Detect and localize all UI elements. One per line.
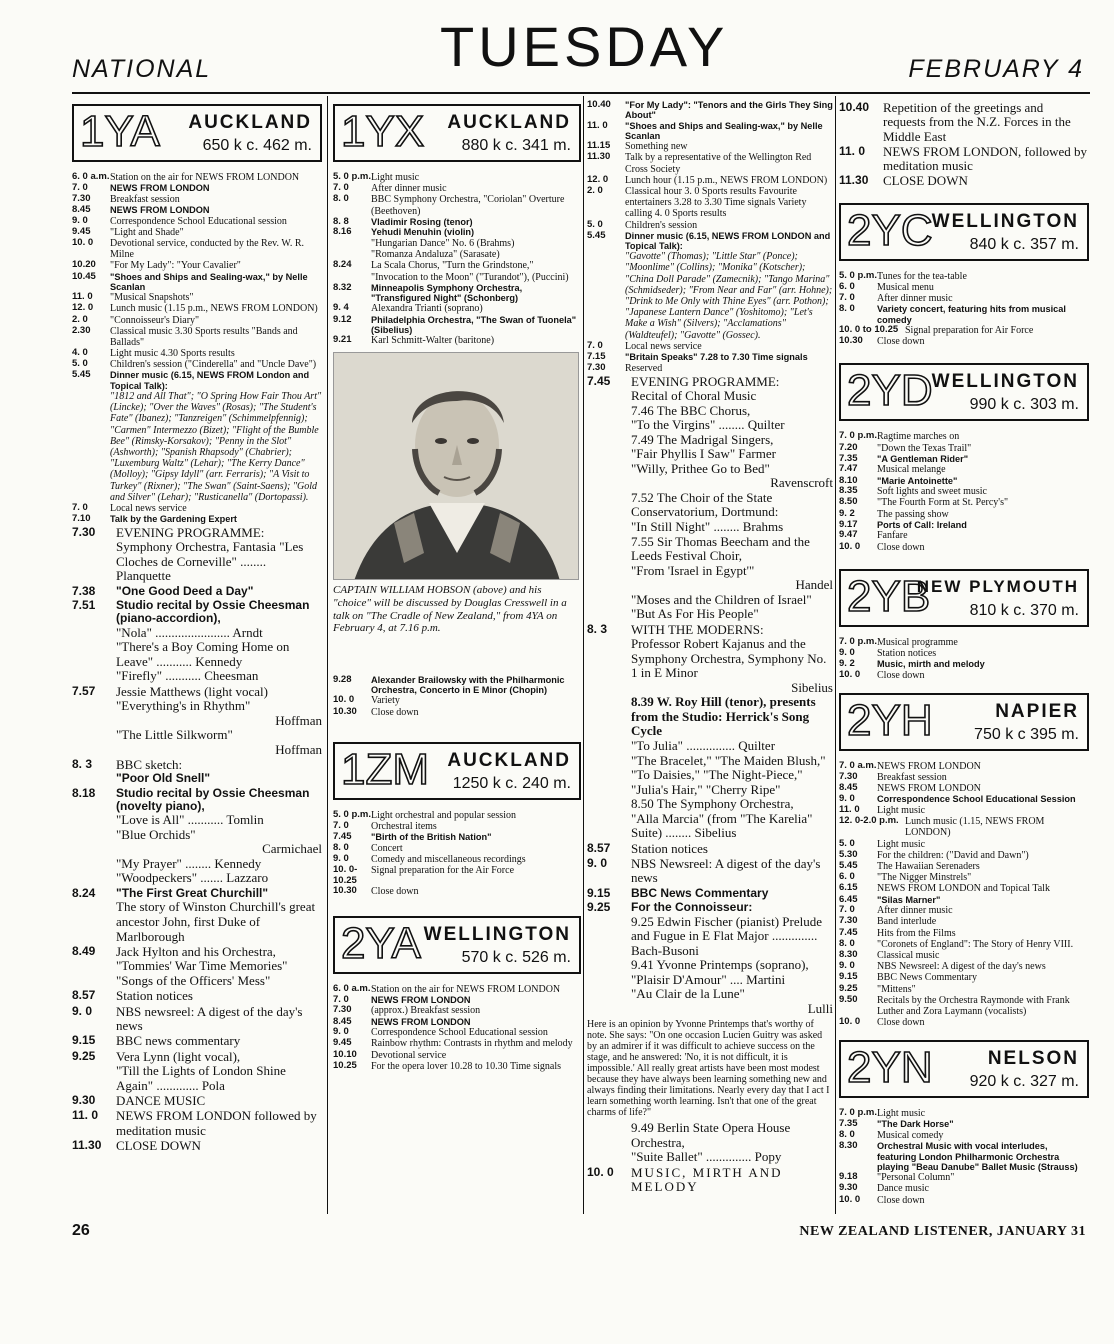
station-city: AUCKLAND (188, 112, 312, 133)
station-city: NAPIER (995, 700, 1079, 722)
schedule-entry: 9.21 Karl Schmitt-Walter (baritone) (333, 334, 495, 347)
programme-detail: 9.25 Edwin Fischer (pianist) Prelude and Fugue in E Flat Major .............. Bach-Busoni (631, 913, 822, 958)
programme-detail: Recital of Choral Music (631, 388, 757, 404)
day-title: TUESDAY (440, 15, 729, 78)
schedule-entry: 6. 0 "The Nigger Minstrels" (839, 871, 972, 884)
station-city: AUCKLAND (447, 749, 571, 771)
schedule-entry: 7.10 Talk by the Gardening Expert (72, 513, 237, 525)
station-city: NEW PLYMOUTH (916, 576, 1079, 596)
schedule-entry: 4. 0 Light music 4.30 Sports results (72, 347, 235, 360)
schedule-entry: 9.28 Alexander Brailowsky with the Philharmonic Orchestra, Concerto in E Minor (Chopin) (333, 673, 565, 696)
programme-detail: "Alla Marcia" (from "The Karelia" Suite) ........ Sibelius (631, 810, 813, 841)
schedule-entry: 9. 0 NBS Newsreel: A digest of the day's news (587, 856, 821, 886)
programme-detail: "My Prayer" ........ Kennedy (116, 855, 262, 871)
programme-detail: "Suite Ballet" .............. Popy (631, 1149, 782, 1165)
station-banner-2yb (839, 569, 1089, 627)
schedule-entry: 7.45 Hits from the Films (839, 926, 956, 939)
schedule-entry: 7. 0 After dinner music (333, 182, 447, 195)
station-banner-2yd (839, 363, 1089, 421)
schedule-entry: 7.47 Musical melange (839, 463, 946, 476)
schedule-entry: 7.30 Reserved (587, 361, 663, 374)
schedule-entry: 9. 2 The passing show (839, 507, 949, 520)
programme-detail: 7.46 The BBC Chorus, (631, 402, 751, 418)
printemps-quote: Here is an opinion by Yvonne Printemps that's worthy of note. She says: "On one occasion Lucien Guitry was asked by an admirer if it was difficult to achieve success on the stage, and he answered: 'No, it is not difficult, it is impossible.' All really great artists have been most modest because they have always been learning something new and always finding their limitations. Nearly every day that I act I learn something worth learning. Isn't that one of the great charms of life?" (587, 1019, 830, 1119)
station-banner-1yx (333, 104, 581, 162)
schedule-entry: 8.45 NEWS FROM LONDON (839, 782, 981, 795)
schedule-entry: 9.47 Fanfare (839, 529, 908, 542)
schedule-entry: 8.35 Soft lights and sweet music (839, 485, 987, 498)
schedule-entry: 5.45 The Hawaiian Serenaders (839, 860, 980, 872)
schedule-entry: 10. 0 Close down (839, 668, 925, 681)
schedule-entry: 8.50 "The Fourth Form at St. Percy's" (839, 496, 1009, 509)
schedule-entry: 8.10 "Marie Antoinette" (839, 474, 958, 486)
column-1yx (333, 100, 581, 1220)
schedule-entry: 8.18 Studio recital by Ossie Cheesman (novelty piano), (72, 785, 310, 814)
schedule-entry: 9.25 Vera Lynn (light vocal), (72, 1048, 241, 1064)
schedule-entry: 8.45 NEWS FROM LONDON (333, 1015, 471, 1027)
schedule-entry: 5.30 For the children: ("David and Dawn") (839, 848, 1029, 861)
schedule-entry: 7. 0 Local news service (72, 501, 187, 514)
programme-detail: The story of Winston Churchill's great ancestor John, first Duke of Marlborough (116, 899, 316, 944)
top-rule (72, 92, 1090, 94)
station-frequency: 570 k c. 526 m. (461, 948, 571, 966)
schedule-entry: 8. 3 BBC sketch: (72, 757, 183, 773)
schedule-entry: 8.30 Orchestral Music with vocal interludes, featuring London Philharmonic Orchestra playing "Beau Danube" Ballet Music (Strauss) (839, 1140, 1078, 1172)
schedule-entry: 11.30 CLOSE DOWN (72, 1137, 201, 1153)
station-call: 2YH (847, 695, 933, 745)
programme-detail: Hoffman (275, 712, 322, 728)
programme-detail: "From 'Israel in Egypt'" (631, 562, 755, 578)
schedule-entry: 7.30 Breakfast session (72, 192, 180, 205)
programme-detail: "In Still Night" ........ Brahms (631, 519, 784, 534)
schedule-entry: 10. 0 to 10.25 Signal preparation for Air Force (839, 323, 1034, 336)
schedule-entry: 10. 0 Close down (839, 1193, 925, 1206)
schedule-entry: 9.15 BBC news commentary (72, 1033, 241, 1049)
station-call: 2YA (341, 918, 421, 968)
schedule-entry: 10.30 Close down (333, 885, 419, 898)
schedule-entry: 6.15 NEWS FROM LONDON and Topical Talk (839, 882, 1050, 895)
schedule-entry: 7.30 (approx.) Breakfast session (333, 1004, 481, 1017)
station-call: 1ZM (341, 744, 429, 794)
programme-detail: Handel (795, 577, 833, 593)
programme-detail: Carmichael (262, 841, 322, 857)
programme-detail: "To the Virgins" ........ Quilter (631, 417, 785, 433)
schedule-entry: 9. 0 NBS newsreel: A digest of the day's news (72, 1003, 303, 1034)
programme-detail: Lulli (807, 1000, 833, 1016)
programme-detail: "But As For His People" (631, 606, 759, 622)
schedule-entry: 10.30 Close down (333, 705, 419, 718)
programme-detail: "Nola" ....................... Arndt (116, 624, 263, 640)
station-city: WELLINGTON (931, 210, 1079, 232)
schedule-entry: 9.50 Recitals by the Orchestra Raymonde with Frank Luther and Zora Laymann (vocalists) (839, 993, 1070, 1017)
schedule-entry: 5. 0 p.m. Light orchestral and popular session (333, 808, 516, 821)
schedule-entry: 9.45 "Light and Shade" (72, 225, 184, 238)
schedule-entry: 7. 0 p.m. Ragtime marches on (839, 430, 960, 443)
schedule-entry: 5. 0 Children's session (587, 218, 698, 231)
schedule-entry: 11.30 Talk by a representative of the Wellington Red Cross Society (587, 151, 812, 175)
schedule-entry: 12. 0-2.0 p.m. Lunch music (1.15, NEWS FROM LONDON) (839, 815, 1045, 839)
schedule-entry: "Hungarian Dance" No. 6 (Brahms) (371, 238, 515, 249)
schedule-entry: 9. 0 Correspondence School Educational session (333, 1026, 548, 1039)
masthead (0, 0, 1114, 95)
programme-detail: "Plaisir D'Amour" .... Martini (631, 971, 786, 987)
station-city: WELLINGTON (931, 371, 1079, 393)
programme-detail: "To Julia" ............... Quilter (631, 737, 776, 753)
schedule-entry: 7. 0 NEWS FROM LONDON (72, 182, 210, 194)
schedule-entry: 5. 0 Children's session ("Cinderella" and "Uncle Dave") (72, 358, 317, 371)
schedule-entry: 2. 0 Classical hour 3. 0 Sports results Favourite entertainers 3.28 to 3.30 Time signals Variety calling 4. 0 Sports results (587, 184, 807, 220)
schedule-entry: 9. 0 Station notices (839, 646, 937, 659)
schedule-entry: 10.20 "For My Lady": "Your Cavalier" (72, 259, 241, 272)
publication-footer: NEW ZEALAND LISTENER, JANUARY 31 (799, 1224, 1086, 1239)
schedule-entry: 8. 0 Variety concert, featuring hits from musical comedy (839, 303, 1066, 325)
schedule-entry: 11. 0 "Shoes and Ships and Sealing-wax," by Nelle Scanlan (587, 119, 823, 141)
programme-detail: 7.55 Sir Thomas Beecham and the Leeds Festival Choir, (631, 533, 810, 564)
station-banner-2yc (839, 203, 1089, 261)
column-rule-2 (583, 96, 584, 1214)
schedule-entry: 5. 0 Light music (839, 837, 926, 850)
schedule-entry: 8. 8 Vladimir Rosing (tenor) (333, 215, 473, 227)
schedule-entry: 7. 0 After dinner music (839, 292, 953, 305)
portrait-illustration (334, 353, 579, 580)
schedule-entry: 10.40 "For My Lady": "Tenors and the Girls They Sing About" (587, 100, 833, 121)
schedule-entry: 7.30 Breakfast session (839, 771, 947, 784)
programme-detail: "Blue Orchids" (116, 826, 196, 842)
schedule-entry: 7. 0 NEWS FROM LONDON (333, 993, 471, 1005)
schedule-entry: 7. 0 a.m. NEWS FROM LONDON (839, 759, 981, 772)
schedule-entry: 7. 0 Orchestral items (333, 820, 437, 833)
station-frequency: 920 k c. 327 m. (969, 1073, 1079, 1091)
schedule-entry: 11. 0 NEWS FROM LONDON followed by meditation music (72, 1108, 317, 1138)
schedule-entry: "1812 and All That"; "O Spring How Fair Thou Art" (Lincke); "Over the Waves" (Rosas); "The Student's Fate" (Ibanez); "Tanzreigen" (Schimmelpfennig); "Carmen" Intermezzo (Bizet); "Flight of the Bumble Bee" (Rimsky-Korsakov); "Penny in the Slot" (Ashworth); "Spanish Rhapsody" (Chabrier); "Luxemburg Waltz" (Lehar); "The Kerry Dance" (Molloy); "Gipsy Idyll" (arr. Ferraris); "A Visit to Turkey" (Rixner); "The Swan" (Saint-Saens); "Gold and Silver" (Lehar); "Rusticanella" (Dortopassi). (110, 391, 322, 503)
schedule-entry: 9.45 Rainbow rhythm: Contrasts in rhythm and melody (333, 1037, 573, 1050)
programme-detail: Sibelius (791, 679, 833, 695)
schedule-entry: 10.10 Devotional service (333, 1048, 447, 1061)
schedule-entry: 8. 0 Musical comedy (839, 1129, 944, 1142)
programme-detail: Symphony Orchestra, Fantasia "Les Cloches de Corneville" ........ Planquette (116, 539, 304, 584)
schedule-entry: 8.24 La Scala Chorus, "Turn the Grindstone," "Invocation to the Moon" ("Turandot"), (Puccini) (333, 259, 569, 283)
schedule-entry: 8.32 Minneapolis Symphony Orchestra, "Transfigured Night" (Schonberg) (333, 281, 523, 304)
programme-detail: 7.49 The Madrigal Singers, (631, 431, 774, 447)
station-banner-2yh (839, 693, 1089, 751)
station-frequency: 880 k c. 341 m. (461, 137, 571, 155)
schedule-entry: 10.40 Repetition of the greetings and requests from the N.Z. Forces in the Middle East (839, 100, 1071, 144)
programme-detail: 7.52 The Choir of the State Conservatorium, Dortmund: (631, 489, 779, 520)
schedule-entry: 9. 0 Correspondence School Educational session (72, 214, 287, 227)
programme-detail: "Tommies' War Time Memories" (116, 958, 288, 974)
schedule-entry: "Gavotte" (Thomas); "Little Star" (Ponce); "Moonlime" (Collins); "Monika" (Kotscher); "China Doll Parade" (Zamecnik); "Tango Marina" (Schmidseder); "From Near and Far" (arr. Hohne); "Drink to Me Only with Thine Eyes" (arr. Pothon); "Japanese Lantern Dance" (Yoshitomo); "Let's Make a Wish" (Silvers); "Acclamations" (Waldteufel); "Gavotte" (Gossec). (625, 251, 833, 341)
station-city: NELSON (987, 1048, 1079, 1070)
schedule-entry: 6. 0 a.m. Station on the air for NEWS FROM LONDON (333, 982, 561, 995)
schedule-entry: "Romanza Andaluza" (Sarasate) (371, 249, 500, 261)
column-2ya-continued (587, 100, 833, 1220)
schedule-entry: 10.25 For the opera lover 10.28 to 10.30 Time signals (333, 1059, 561, 1072)
station-call: 1YX (341, 107, 425, 156)
programme-detail: "Love is All" ........... Tomlin (116, 812, 264, 828)
programme-detail: "Willy, Prithee Go to Bed" (631, 460, 770, 476)
schedule-entry: 11. 0 Light music (839, 804, 926, 817)
schedule-entry: 10.45 "Shoes and Ships and Sealing-wax," by Nelle Scanlan (72, 270, 308, 292)
station-banner-2ya (333, 916, 581, 974)
schedule-entry: 9.18 "Personal Column" (839, 1171, 955, 1184)
schedule-entry: 7.35 "The Dark Horse" (839, 1118, 954, 1130)
programme-detail: "The Bracelet," "The Maiden Blush," "To Daisies," "The Night-Piece," "Julia's Hair," "Cherry Ripe" (631, 752, 826, 797)
schedule-entry: 9. 0 Correspondence School Educational Session (839, 793, 1076, 805)
programme-detail: Ravenscroft (770, 475, 833, 491)
schedule-entry: 7.51 Studio recital by Ossie Cheesman (piano-accordion), (72, 598, 310, 626)
programme-detail: "Till the Lights of London Shine Again" ............. Pola (116, 1062, 286, 1093)
column-1ya (72, 100, 322, 1220)
schedule-entry: 10.30 Close down (839, 335, 925, 348)
programme-detail: Professor Robert Kajanus and the Symphony Orchestra, Symphony No. 1 in E Minor (631, 636, 827, 681)
schedule-entry: 7.45 EVENING PROGRAMME: (587, 373, 780, 389)
programme-detail: "Woodpeckers" ....... Lazzaro (116, 870, 269, 886)
column-2yc-2yn (839, 100, 1089, 1220)
schedule-entry: 10. 0 Devotional service, conducted by the Rev. W. R. Milne (72, 237, 305, 261)
programme-detail: "Everything's in Rhythm" (116, 697, 251, 713)
programme-detail: 8.39 W. Roy Hill (tenor), presents from the Studio: Herrick's Song Cycle (631, 694, 816, 739)
programme-detail: "Firefly" ........... Cheesman (116, 668, 259, 684)
schedule-entry: 8. 0 "Coronets of England": The Story of Henry VIII. (839, 937, 1074, 950)
programme-detail: "The Little Silkworm" (116, 727, 233, 743)
schedule-entry: 7.20 "Down the Texas Trail" (839, 441, 972, 454)
programme-detail: Hoffman (275, 741, 322, 757)
schedule-entry: 5.45 Dinner music (6.15, NEWS FROM London and Topical Talk): (72, 369, 310, 391)
programme-detail: "Moses and the Children of Israel" (631, 591, 812, 607)
schedule-entry: 7.45 "Birth of the British Nation" (333, 831, 492, 843)
station-city: AUCKLAND (447, 112, 571, 133)
schedule-entry: 11.15 Something new (587, 140, 688, 153)
station-frequency: 810 k c. 370 m. (969, 601, 1079, 619)
schedule-entry: 7.30 Band interlude (839, 915, 937, 928)
station-city: WELLINGTON (423, 923, 571, 945)
schedule-entry: 7. 0 p.m. Musical programme (839, 635, 958, 648)
station-call: 2YB (847, 571, 931, 621)
schedule-entry: 9.25 "Mittens" (839, 982, 916, 995)
portrait-caption: CAPTAIN WILLIAM HOBSON (above) and his "choice" will be discussed by Douglas Cresswell in a talk on "The Cradle of New Zealand," from 4YA on February 4, at 7.16 p.m. (333, 584, 567, 635)
column-rule-3 (835, 96, 836, 1214)
schedule-entry: 6. 0 a.m. Station on the air for NEWS FROM LONDON (72, 171, 300, 183)
programme-detail: "Fair Phyllis I Saw" Farmer (631, 446, 776, 462)
programme-detail: 9.49 Berlin State Opera House Orchestra, (631, 1120, 791, 1150)
schedule-entry: 10. 0 Close down (839, 1016, 925, 1029)
page-number: 26 (72, 1222, 90, 1239)
programme-detail: 8.50 The Symphony Orchestra, (631, 796, 794, 812)
schedule-entry: 7.15 "Britain Speaks" 7.28 to 7.30 Time signals (587, 350, 808, 362)
schedule-entry: 9. 0 NBS Newsreel: A digest of the day's news (839, 960, 1046, 973)
schedule-entry: 10. 0 MUSIC, MIRTH AND MELODY (587, 1165, 783, 1195)
schedule-entry: 11. 0 "Musical Snapshots" (72, 291, 194, 304)
schedule-entry: 9.25 For the Connoisseur: (587, 900, 753, 915)
schedule-entry: 8. 3 WITH THE MODERNS: (587, 621, 764, 637)
programme-detail: "Songs of the Officers' Mess" (116, 972, 271, 988)
schedule-entry: 8.57 Station notices (72, 988, 193, 1004)
programme-detail: "Au Clair de la Lune" (631, 986, 745, 1002)
schedule-entry: 10. 0 Close down (839, 540, 925, 553)
station-banner-1zm (333, 742, 581, 800)
schedule-entry: 9.12 Philadelphia Orchestra, "The Swan of Tuonela" (Sibelius) (333, 313, 577, 335)
schedule-entry: 9. 4 Alexandra Trianti (soprano) (333, 302, 483, 315)
station-call: 1YA (80, 107, 160, 156)
schedule-entry: 12. 0 Lunch hour (1.15 p.m., NEWS FROM LONDON) (587, 173, 828, 186)
schedule-entry: 9.17 Ports of Call: Ireland (839, 518, 967, 530)
schedule-entry: 11.30 CLOSE DOWN (839, 173, 968, 189)
column-rule-1 (327, 96, 328, 1214)
section-label: NATIONAL (72, 55, 212, 83)
schedule-entry: 8. 0 BBC Symphony Orchestra, "Coriolan" Overture (Beethoven) (333, 193, 565, 217)
station-frequency: 840 k c. 357 m. (969, 235, 1079, 253)
schedule-entry: 5.45 Dinner music (6.15, NEWS FROM LONDON and Topical Talk): (587, 229, 831, 251)
schedule-entry: 2.30 Classical music 3.30 Sports results "Bands and Ballads" (72, 324, 298, 348)
schedule-entry: 8.24 "The First Great Churchill" (72, 886, 269, 901)
schedule-entry: 8.57 Station notices (587, 840, 708, 856)
schedule-entry: 10. 0 Variety (333, 694, 400, 707)
programme-detail: "There's a Boy Coming Home on Leave" ........... Kennedy (116, 639, 290, 669)
schedule-entry: 7. 0 After dinner music (839, 904, 953, 917)
station-frequency: 1250 k c. 240 m. (452, 774, 571, 792)
schedule-entry: 7. 0 p.m. Light music (839, 1107, 926, 1120)
station-frequency: 750 k c 395 m. (974, 725, 1079, 743)
schedule-entry: 5. 0 p.m. Light music (333, 171, 420, 183)
schedule-entry: 9.30 DANCE MUSIC (72, 1093, 206, 1109)
schedule-entry: 7.35 "A Gentleman Rider" (839, 452, 969, 464)
station-frequency: 990 k c. 303 m. (969, 396, 1079, 414)
schedule-entry: 8.45 NEWS FROM LONDON (72, 204, 210, 215)
station-banner-1ya (72, 104, 322, 162)
portrait-image (333, 352, 579, 580)
schedule-entry: 9.15 BBC News Commentary (839, 971, 977, 984)
schedule-entry: 7. 0 Local news service (587, 339, 702, 352)
station-banner-2yn (839, 1040, 1089, 1098)
schedule-entry: 9.15 BBC News Commentary (587, 885, 769, 900)
schedule-entry: 9.30 Dance music (839, 1182, 929, 1195)
schedule-entry: 8.49 Jack Hylton and his Orchestra, (72, 944, 276, 960)
schedule-entry: 7.57 Jessie Matthews (light vocal) (72, 683, 268, 699)
schedule-entry: 9. 0 Comedy and miscellaneous recordings (333, 853, 526, 866)
schedule-entry: 5. 0 p.m. Tunes for the tea-table (839, 269, 967, 282)
station-frequency: 650 k c. 462 m. (202, 137, 312, 155)
schedule-entry: 9. 2 Music, mirth and melody (839, 658, 985, 670)
station-call: 2YD (847, 366, 933, 416)
programme-detail: "Poor Old Snell" (116, 771, 211, 786)
schedule-entry: 6.45 "Silas Marner" (839, 893, 941, 905)
schedule-entry: 7.30 EVENING PROGRAMME: (72, 524, 265, 540)
schedule-entry: 8.30 Classical music (839, 948, 940, 961)
schedule-entry: 12. 0 Lunch music (1.15 p.m., NEWS FROM LONDON) (72, 302, 318, 315)
station-call: 2YN (847, 1043, 933, 1093)
programme-detail: 9.41 Yvonne Printemps (soprano), (631, 957, 809, 973)
schedule-entry: 11. 0 NEWS FROM LONDON, followed by meditation music (839, 143, 1088, 174)
schedule-entry: 2. 0 "Connoisseur's Diary" (72, 313, 200, 326)
schedule-entry: 10. 0-10.25 Signal preparation for the Air Force (333, 864, 515, 886)
station-call: 2YC (847, 205, 933, 255)
date-label: FEBRUARY 4 (908, 55, 1084, 83)
schedule-entry: 6. 0 Musical menu (839, 280, 934, 293)
schedule-entry: 8. 0 Concert (333, 841, 403, 854)
schedule-entry: 8.16 Yehudi Menuhin (violin) (333, 226, 475, 238)
schedule-entry: 7.38 "One Good Deed a Day" (72, 583, 254, 598)
